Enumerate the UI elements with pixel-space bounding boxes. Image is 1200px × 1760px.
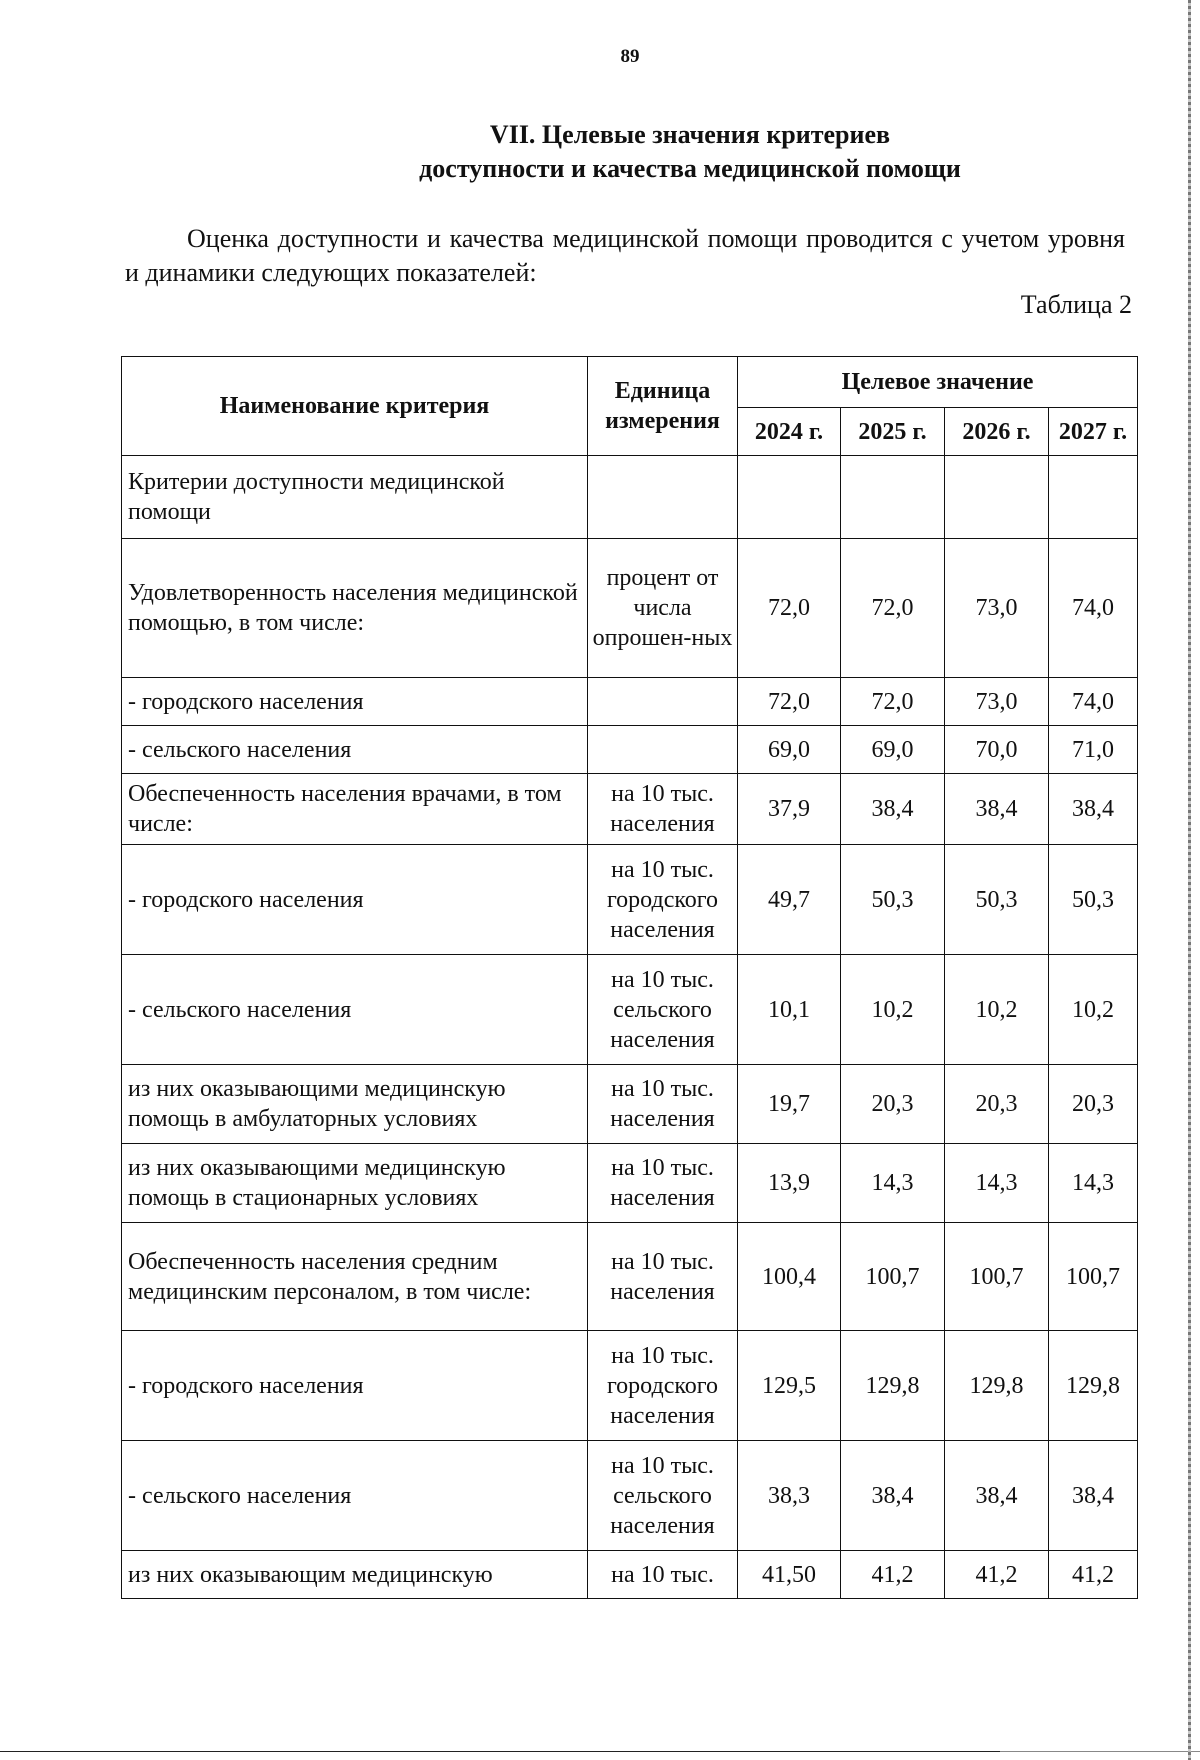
- value-cell: [841, 456, 945, 539]
- value-cell: 38,4: [945, 1441, 1049, 1551]
- value-cell: 20,3: [1049, 1065, 1138, 1144]
- table-row: [122, 678, 1138, 726]
- value-cell: [738, 456, 841, 539]
- value-cell: 10,2: [841, 955, 945, 1065]
- header-unit: Единица измерения: [588, 357, 738, 456]
- unit-cell: на 10 тыс. городского населения: [588, 1331, 738, 1441]
- criterion-name-cell: - городского населения: [122, 1331, 588, 1441]
- intro-paragraph: Оценка доступности и качества медицинской помощи проводится с учетом уровня и динамики следующих показателей:: [125, 224, 1125, 287]
- criterion-name-cell: - городского населения: [122, 845, 588, 955]
- unit-cell: на 10 тыс. населения: [588, 1223, 738, 1331]
- table-row: [122, 456, 1138, 539]
- criterion-name-cell: - сельского населения: [122, 1441, 588, 1551]
- table-row: [122, 845, 1138, 955]
- value-cell: 19,7: [738, 1065, 841, 1144]
- value-cell: 38,3: [738, 1441, 841, 1551]
- criterion-name-cell: Удовлетворенность населения медицинской помощью, в том числе:: [122, 539, 588, 678]
- value-cell: 129,8: [945, 1331, 1049, 1441]
- value-cell: 129,5: [738, 1331, 841, 1441]
- header-target-value: Целевое значение: [738, 357, 1138, 408]
- value-cell: 100,4: [738, 1223, 841, 1331]
- unit-cell: на 10 тыс. сельского населения: [588, 1441, 738, 1551]
- unit-cell: [588, 726, 738, 774]
- header-year: 2025 г.: [841, 408, 945, 456]
- value-cell: 74,0: [1049, 678, 1138, 726]
- value-cell: 20,3: [841, 1065, 945, 1144]
- table-row: [122, 1144, 1138, 1223]
- unit-cell: процент от числа опрошен-ных: [588, 539, 738, 678]
- value-cell: 20,3: [945, 1065, 1049, 1144]
- unit-cell: на 10 тыс.: [588, 1551, 738, 1599]
- value-cell: 50,3: [1049, 845, 1138, 955]
- value-cell: 72,0: [841, 678, 945, 726]
- page-bottom-rule: [0, 1751, 1000, 1752]
- section-title-line-2: доступности и качества медицинской помощи: [419, 154, 961, 183]
- criterion-name-cell: - сельского населения: [122, 955, 588, 1065]
- criterion-name-cell: из них оказывающим медицинскую: [122, 1551, 588, 1599]
- table-row: [122, 1551, 1138, 1599]
- table-row: [122, 955, 1138, 1065]
- section-title-line-1: VII. Целевые значения критериев: [489, 120, 891, 149]
- value-cell: 100,7: [945, 1223, 1049, 1331]
- value-cell: 41,50: [738, 1551, 841, 1599]
- value-cell: 38,4: [1049, 774, 1138, 845]
- header-year: 2024 г.: [738, 408, 841, 456]
- criterion-name-cell: из них оказывающими медицинскую помощь в стационарных условиях: [122, 1144, 588, 1223]
- header-year: 2026 г.: [945, 408, 1049, 456]
- value-cell: 41,2: [1049, 1551, 1138, 1599]
- unit-cell: на 10 тыс. населения: [588, 1144, 738, 1223]
- value-cell: 38,4: [841, 774, 945, 845]
- value-cell: 73,0: [945, 678, 1049, 726]
- value-cell: 129,8: [1049, 1331, 1138, 1441]
- value-cell: 73,0: [945, 539, 1049, 678]
- value-cell: 50,3: [841, 845, 945, 955]
- section-title: [0, 118, 1200, 186]
- criterion-name-cell: - сельского населения: [122, 726, 588, 774]
- criterion-name-cell: Обеспеченность населения врачами, в том числе:: [122, 774, 588, 845]
- header-criterion-name: Наименование критерия: [122, 357, 588, 456]
- unit-cell: на 10 тыс. населения: [588, 1065, 738, 1144]
- value-cell: 13,9: [738, 1144, 841, 1223]
- page-bottom-rule-faint: [1000, 1751, 1200, 1752]
- value-cell: [945, 456, 1049, 539]
- table-row: [122, 539, 1138, 678]
- table-row: [122, 774, 1138, 845]
- unit-cell: [588, 678, 738, 726]
- value-cell: 14,3: [945, 1144, 1049, 1223]
- value-cell: 50,3: [945, 845, 1049, 955]
- unit-cell: на 10 тыс. населения: [588, 774, 738, 845]
- value-cell: 72,0: [738, 539, 841, 678]
- scan-edge: [1188, 0, 1191, 1760]
- value-cell: 41,2: [841, 1551, 945, 1599]
- value-cell: 69,0: [738, 726, 841, 774]
- unit-cell: на 10 тыс. сельского населения: [588, 955, 738, 1065]
- unit-cell: [588, 456, 738, 539]
- value-cell: 14,3: [841, 1144, 945, 1223]
- criterion-name-cell: Обеспеченность населения средним медицинским персоналом, в том числе:: [122, 1223, 588, 1331]
- table-row: [122, 1065, 1138, 1144]
- value-cell: 49,7: [738, 845, 841, 955]
- value-cell: 69,0: [841, 726, 945, 774]
- value-cell: 70,0: [945, 726, 1049, 774]
- value-cell: 71,0: [1049, 726, 1138, 774]
- page-number: 89: [620, 46, 640, 67]
- criterion-name-cell: из них оказывающими медицинскую помощь в амбулаторных условиях: [122, 1065, 588, 1144]
- value-cell: 100,7: [841, 1223, 945, 1331]
- table-body: [122, 456, 1138, 1599]
- value-cell: 38,4: [841, 1441, 945, 1551]
- value-cell: 129,8: [841, 1331, 945, 1441]
- value-cell: 72,0: [738, 678, 841, 726]
- unit-cell: на 10 тыс. городского населения: [588, 845, 738, 955]
- table-row: [122, 1331, 1138, 1441]
- value-cell: 38,4: [1049, 1441, 1138, 1551]
- value-cell: 10,2: [945, 955, 1049, 1065]
- value-cell: 10,1: [738, 955, 841, 1065]
- value-cell: 38,4: [945, 774, 1049, 845]
- value-cell: 72,0: [841, 539, 945, 678]
- table-row: [122, 726, 1138, 774]
- value-cell: 100,7: [1049, 1223, 1138, 1331]
- value-cell: [1049, 456, 1138, 539]
- table-caption: Таблица 2: [1020, 290, 1132, 319]
- header-year: 2027 г.: [1049, 408, 1138, 456]
- value-cell: 14,3: [1049, 1144, 1138, 1223]
- value-cell: 41,2: [945, 1551, 1049, 1599]
- criterion-name-cell: - городского населения: [122, 678, 588, 726]
- table-row: [122, 1223, 1138, 1331]
- criterion-name-cell: Критерии доступности медицинской помощи: [122, 456, 588, 539]
- table-row: [122, 1441, 1138, 1551]
- criteria-table: [121, 356, 1138, 1599]
- value-cell: 10,2: [1049, 955, 1138, 1065]
- value-cell: 74,0: [1049, 539, 1138, 678]
- value-cell: 37,9: [738, 774, 841, 845]
